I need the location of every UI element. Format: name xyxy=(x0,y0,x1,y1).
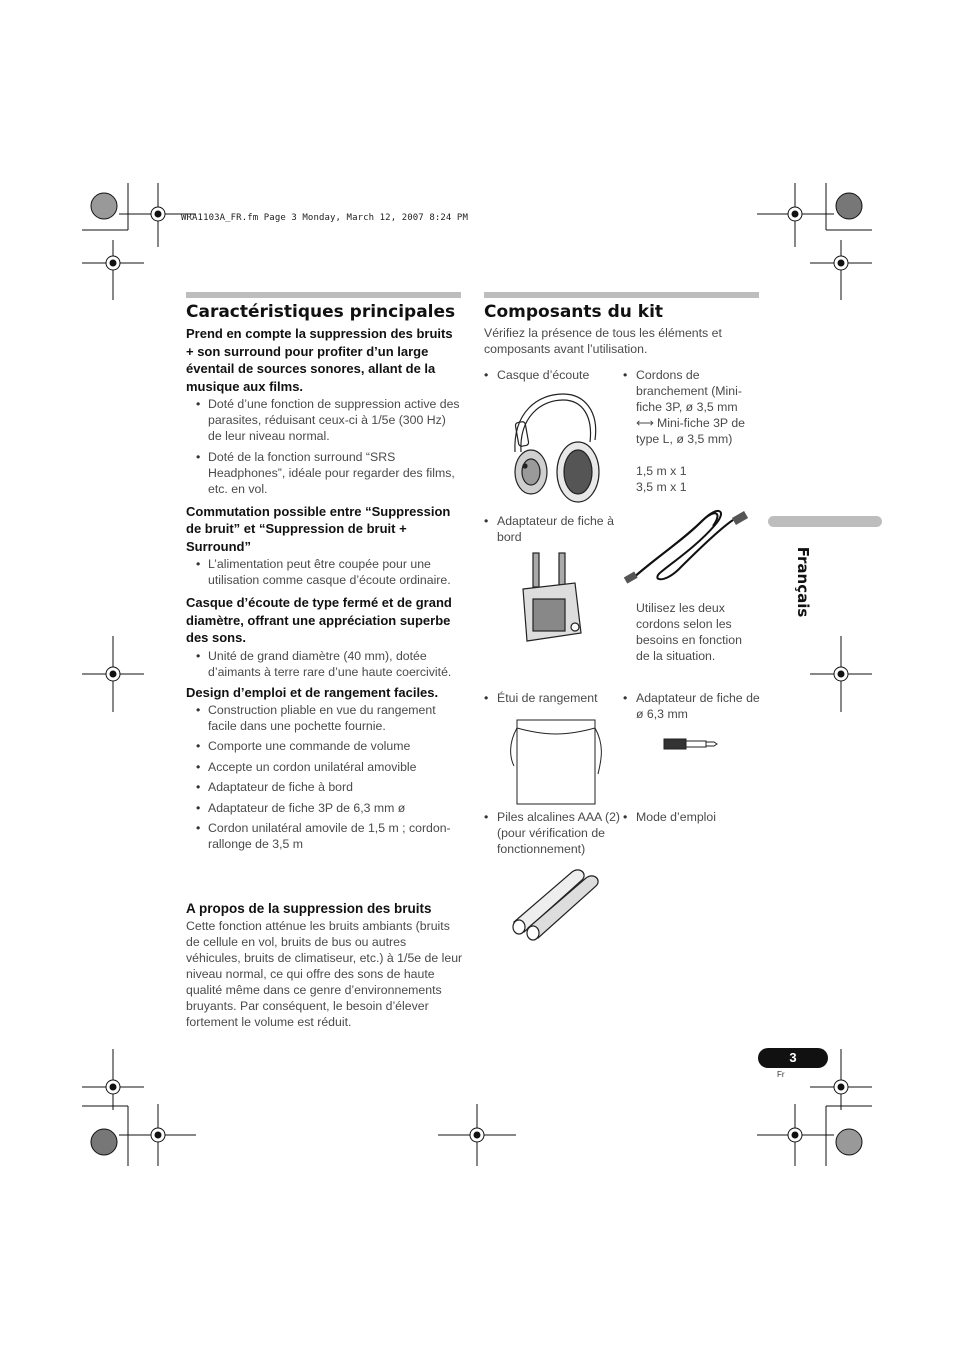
kit-cords-note: Utilisez les deux cordons selon les besoins en fonction de la situation. xyxy=(636,601,742,663)
plane-adapter-icon xyxy=(519,553,589,643)
kit-cords-quantity: 1,5 m x 1 3,5 m x 1 xyxy=(636,464,687,494)
kit-item-plane-adapter: • Adaptateur de fiche à bord xyxy=(484,513,627,545)
left-title: Caractéristiques principales xyxy=(186,302,456,322)
page-language: Fr xyxy=(777,1070,785,1079)
feature-bullet: • L’alimentation peut être coupée pour une utilisation comme casque d’écoute ordinaire. xyxy=(186,556,462,588)
feature-bullet: • Cordon unilatéral amovile de 1,5 m ; cordon-rallonge de 3,5 m xyxy=(186,820,462,852)
language-tab-bar xyxy=(768,516,882,527)
about-heading: A propos de la suppression des bruits xyxy=(186,901,432,916)
cable-icon xyxy=(623,500,763,590)
feature-bullet: • Adaptateur de fiche à bord xyxy=(186,779,462,795)
kit-item-pouch: • Étui de rangement xyxy=(484,690,627,706)
kit-item-manual: • Mode d’emploi xyxy=(623,809,761,825)
feature-bullet: • Adaptateur de fiche 3P de 6,3 mm ø xyxy=(186,800,462,816)
batteries-icon xyxy=(506,866,606,938)
headphones-icon xyxy=(503,392,603,512)
feature-list xyxy=(186,702,462,853)
feature-list xyxy=(186,648,462,680)
feature-heading: Commutation possible entre “Suppression de bruit” et “Suppression de bruit + Surround” xyxy=(186,503,451,554)
page-number: 3 xyxy=(758,1048,828,1068)
kit-item-cords: • Cordons de branchement (Mini-fiche 3P, ø 3,5 mm ⟷ Mini-fiche 3P de type L, ø 3,5 mm) xyxy=(623,367,758,447)
right-title: Composants du kit xyxy=(484,302,664,322)
feature-bullet: • Doté d’une fonction de suppression active des parasites, réduisant ceux-ci à 1/5e (300 Hz) de leur niveau normal. xyxy=(186,396,462,444)
feature-bullet: • Doté de la fonction surround “SRS Headphones”, idéale pour regarder des films, etc. en vol. xyxy=(186,449,462,497)
plug-adapter-icon xyxy=(664,737,724,751)
feature-bullet: • Comporte une commande de volume xyxy=(186,738,462,754)
language-tab-label: Français xyxy=(794,546,812,618)
feature-list xyxy=(186,556,462,588)
feature-list xyxy=(186,396,462,497)
feature-bullet: • Unité de grand diamètre (40 mm), dotée d’aimants à terre rare d’une haute coercivité. xyxy=(186,648,462,680)
features-column xyxy=(186,325,462,857)
left-title-bar xyxy=(186,292,461,298)
kit-intro: Vérifiez la présence de tous les éléments et composants avant l’utilisation. xyxy=(484,326,722,356)
pouch-icon xyxy=(506,714,606,809)
right-title-bar xyxy=(484,292,759,298)
feature-heading: Casque d’écoute de type fermé et de grand diamètre, offrant une appréciation superbe des sons. xyxy=(186,595,452,645)
file-header: WRA1103A_FR.fm Page 3 Monday, March 12, 2007 8:24 PM xyxy=(181,213,468,223)
feature-bullet: • Accepte un cordon unilatéral amovible xyxy=(186,759,462,775)
feature-heading: Design d’emploi et de rangement faciles. xyxy=(186,685,439,700)
kit-item-batteries: • Piles alcalines AAA (2) (pour vérification de fonctionnement) xyxy=(484,809,630,857)
kit-item-headphones: • Casque d’écoute xyxy=(484,367,627,383)
feature-heading: Prend en compte la suppression des bruits + son surround pour profiter d’un large éventail de sources sonores, allant de la musique aux films. xyxy=(186,326,453,394)
kit-item-adapter-63: • Adaptateur de fiche de ø 6,3 mm xyxy=(623,690,761,722)
about-text: Cette fonction atténue les bruits ambiants (bruits de cellule en vol, bruits de bus ou autres véhicules, bruits de climatiseur, etc.) à 1/5e de leur niveau normal, ce qui offre des sons de haute qualité même dans ce genre d’environnements bruyants. Par conséquent, le besoin d’élever fortement le volume est réduit. xyxy=(186,919,463,1029)
feature-bullet: • Construction pliable en vue du rangement facile dans une pochette fournie. xyxy=(186,702,462,734)
